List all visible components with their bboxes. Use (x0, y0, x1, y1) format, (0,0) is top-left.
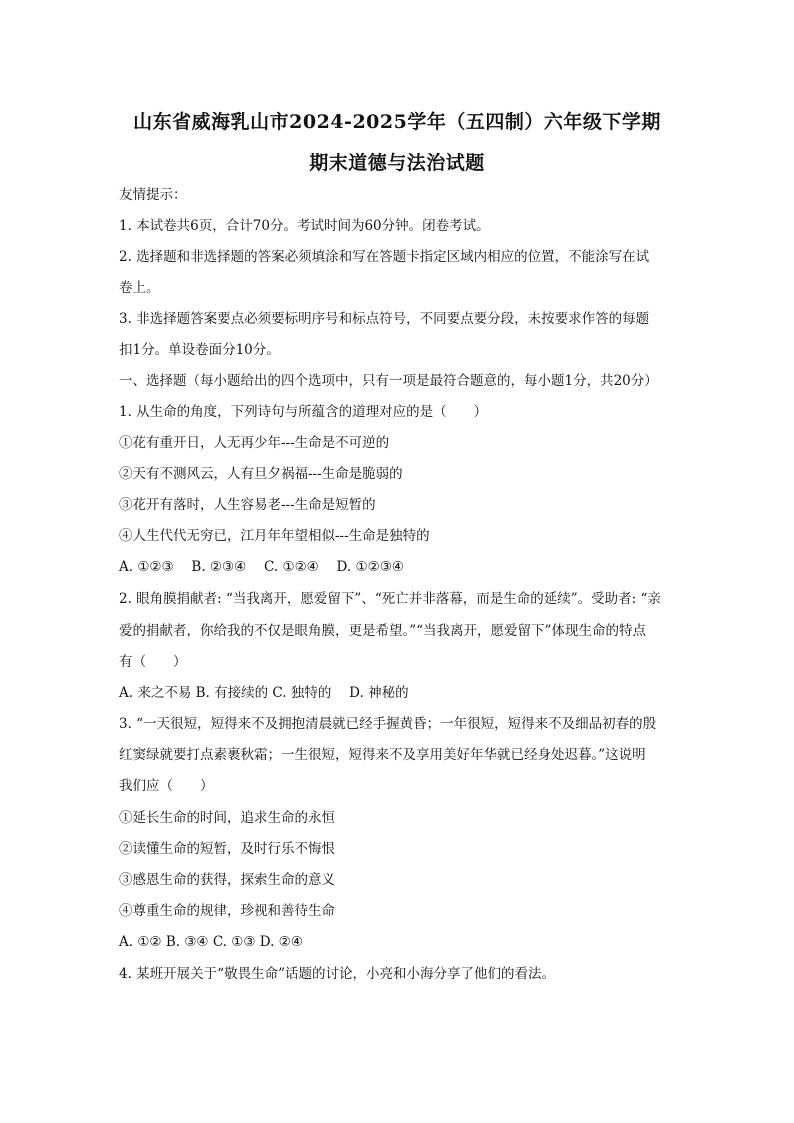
question-1-option-2: ②天有不测风云，人有旦夕祸福---生命是脆弱的 (119, 466, 403, 482)
question-1-option-1: ①花有重开日，人无再少年---生命是不可逆的 (119, 435, 390, 451)
notice-item-2-line2: 卷上。 (119, 280, 160, 296)
question-3-option-4: ④尊重生命的规律，珍视和善待生命 (119, 903, 335, 919)
question-3-stem-line1: 3. “一天很短，短得来不及拥抱清晨就已经手握黄昏；一年很短，短得来不及细品初春的殷 (119, 716, 657, 732)
question-3-option-3: ③感恩生命的获得，探索生命的意义 (119, 872, 335, 888)
question-2-stem-line3: 有（ ） (119, 654, 187, 670)
question-1-choices: A. ①②③ B. ②③④ C. ①②④ D. ①②③④ (119, 559, 404, 575)
question-2-choices: A. 来之不易 B. 有接续的 C. 独特的 D. 神秘的 (119, 685, 409, 701)
question-2-stem-line2: 爱的捐献者，你给我的不仅是眼角膜，更是希望。”“当我离开，愿爱留下”体现生命的特点 (119, 623, 646, 639)
question-1-option-4: ④人生代代无穷已，江月年年望相似---生命是独特的 (119, 528, 430, 544)
notice-item-3-line2: 扣1分。单设卷面分10分。 (119, 342, 280, 358)
exam-title-line1: 山东省威海乳山市2024-2025学年（五四制）六年级下学期 (133, 111, 661, 133)
exam-title-line2: 期末道德与法治试题 (309, 152, 485, 174)
notice-item-2-line1: 2. 选择题和非选择题的答案必须填涂和写在答题卡指定区域内相应的位置，不能涂写在试 (119, 249, 650, 265)
notice-heading: 友情提示： (119, 187, 187, 203)
question-1-option-3: ③花开有落时，人生容易老---生命是短暂的 (119, 497, 376, 513)
question-3-choices: A. ①② B. ③④ C. ①③ D. ②④ (119, 934, 303, 950)
notice-item-3-line1: 3. 非选择题答案要点必须要标明序号和标点符号，不同要点要分段，未按要求作答的每题 (119, 311, 650, 327)
question-3-stem-line2: 红窦绿就要打点素裹秋霜；一生很短，短得来不及享用美好年华就已经身处迟暮。”这说明 (119, 747, 646, 763)
question-1-stem: 1. 从生命的角度，下列诗句与所蕴含的道理对应的是（ ） (119, 404, 488, 420)
question-3-stem-line3: 我们应（ ） (119, 778, 214, 794)
question-3-option-2: ②读懂生命的短暂，及时行乐不悔恨 (119, 841, 335, 857)
question-2-stem-line1: 2. 眼角膜捐献者: “当我离开，愿爱留下”、“死亡并非落幕，而是生命的延续”。受助者: “亲 (119, 591, 661, 607)
question-3-option-1: ①延长生命的时间，追求生命的永恒 (119, 810, 335, 826)
section-1-heading: 一、选择题（每小题给出的四个选项中，只有一项是最符合题意的，每小题1分，共20分） (119, 373, 658, 389)
notice-item-1: 1. 本试卷共6页，合计70分。考试时间为60分钟。闭卷考试。 (119, 218, 490, 234)
question-4-stem: 4. 某班开展关于“敬畏生命”话题的讨论，小亮和小海分享了他们的看法。 (119, 966, 555, 982)
